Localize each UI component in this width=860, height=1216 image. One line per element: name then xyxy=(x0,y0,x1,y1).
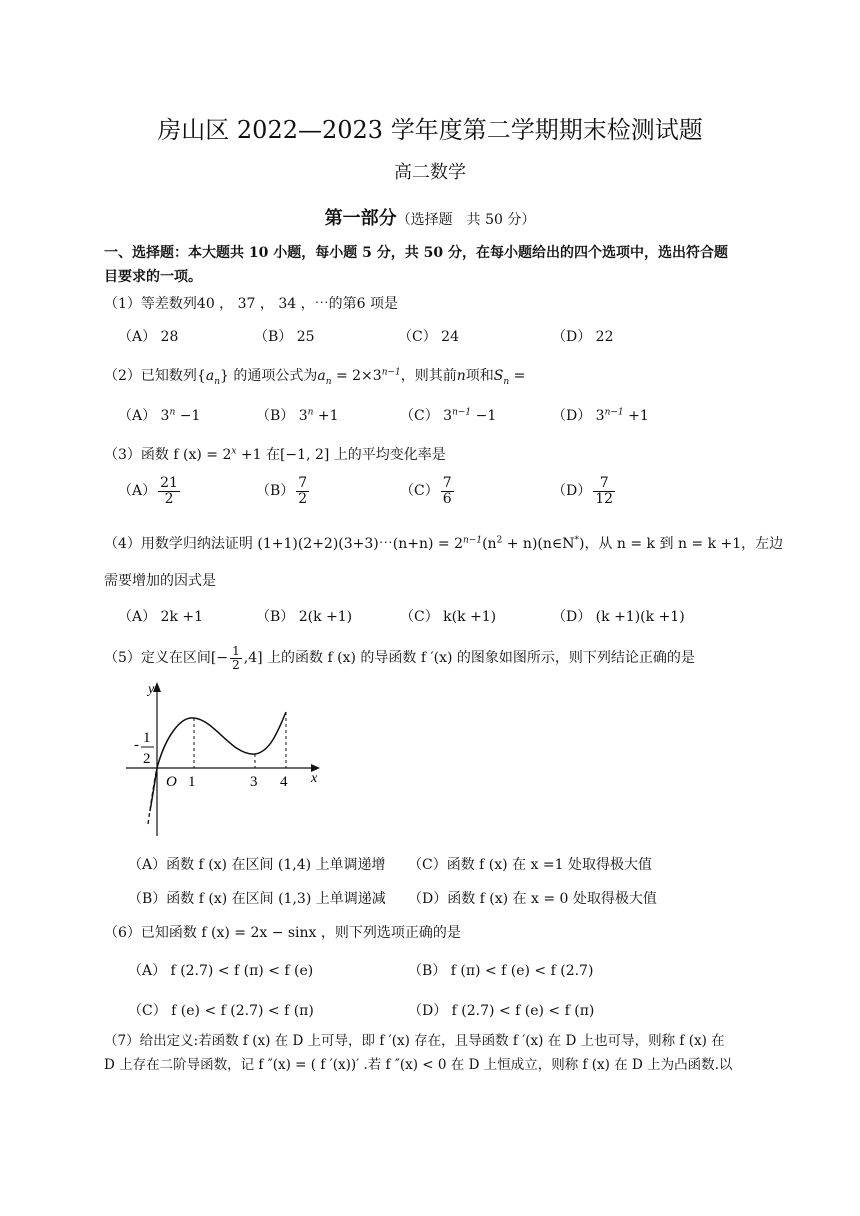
q6-option-d: （D） f (2.7) < f (e) < f (π) xyxy=(408,1003,595,1019)
x-axis-label: x xyxy=(311,771,318,786)
q2-option-d: （D） $3^{n-1} +1$ xyxy=(552,407,649,424)
neg-half-numerator: 1 xyxy=(143,730,151,746)
q5-option-a: （A）函数 f (x) 在区间 (1,4) 上单调递增 xyxy=(128,857,386,873)
q3-option-d: （D） $\frac{7}{12}$ xyxy=(552,475,614,507)
q4-stem: （4）用数学归纳法证明 (1+1)(2+2)(3+3)⋯(n+n) = $2^{n-1}(n^2$ + n)(n∈N*)，从 n = k 到 n = k +1，左边 xyxy=(104,535,784,552)
exam-title: 房山区 2022—2023 学年度第二学期期末检测试题 xyxy=(157,116,703,144)
q4-option-c: （C） k(k +1) xyxy=(400,609,497,625)
q6-option-c: （C） f (e) < f (2.7) < f (π) xyxy=(128,1003,314,1019)
tick-1-label: 1 xyxy=(188,774,196,790)
q6-option-a: （A） f (2.7) < f (π) < f (e) xyxy=(128,963,314,979)
subject-title: 高二数学 xyxy=(394,162,466,183)
q5-stem: （5）定义在区间[− $\frac{1}{2}$ ,4] 上的函数 f (x) 的导函数 f ′(x) 的图象如图所示，则下列结论正确的是 xyxy=(104,644,695,672)
q1-stem: （1）等差数列40 ， 37 ， 34 ，⋯的第6 项是 xyxy=(104,296,398,312)
q4-option-d: （D） (k +1)(k +1) xyxy=(552,609,685,625)
q3-option-a: （A） $\frac{21}{2}$ xyxy=(118,475,178,507)
q4-stem-line2: 需要增加的因式是 xyxy=(104,573,216,589)
q2-option-b: （B） $3^n +1$ xyxy=(256,407,339,424)
neg-half-sign: - xyxy=(134,737,139,753)
q5-derivative-graph xyxy=(120,676,340,841)
q7-line1: （7）给出定义:若函数 f (x) 在 D 上可导，即 f ′(x) 存在，且导函数 f ′(x) 在 D 上也可导，则称 f (x) 在 xyxy=(104,1033,725,1049)
part-title: 第一部分 xyxy=(324,208,397,229)
q7-line2: D 上存在二阶导函数，记 f ″(x) = ( f ′(x))′ .若 f ″(x) < 0 在 D 上恒成立，则称 f (x) 在 D 上为凸函数.以 xyxy=(104,1057,733,1073)
q2-option-c: （C） $3^{n-1} -1$ xyxy=(400,407,497,424)
q1-option-c: （C） 24 xyxy=(398,329,459,345)
section-instruction-line2: 目要求的一项。 xyxy=(104,269,202,285)
q5-option-b: （B）函数 f (x) 在区间 (1,3) 上单调递减 xyxy=(128,891,386,907)
q3-stem: （3）函数 f $(x) = 2^x +1$ 在[−1, 2] 上的平均变化率是 xyxy=(104,446,446,463)
q2-stem: （2）已知数列$\{a_n\}$ 的通项公式为$a_n = 2\times 3^{n-1}$，则其前n项和$S_n$ = xyxy=(104,367,526,387)
q1-option-b: （B） 25 xyxy=(254,329,315,345)
q5-option-c: （C）函数 f (x) 在 x =1 处取得极大值 xyxy=(408,857,652,873)
q1-option-a: （A） 28 xyxy=(118,329,179,345)
part-note: （选择题 共 50 分） xyxy=(396,212,536,228)
tick-4-label: 4 xyxy=(280,774,288,790)
q6-stem: （6）已知函数 f (x) = 2x − sinx ，则下列选项正确的是 xyxy=(104,925,461,941)
q1-option-d: （D） 22 xyxy=(552,329,614,345)
part-heading xyxy=(0,204,860,230)
q4-option-b: （B） 2(k +1) xyxy=(256,609,353,625)
section-instruction-line1: 一、选择题：本大题共 10 小题，每小题 5 分，共 50 分，在每小题给出的四个选项中，选出符合题 xyxy=(104,245,728,261)
q2-option-a: （A） $3^n -1$ xyxy=(118,407,201,424)
tick-3-label: 3 xyxy=(250,774,258,790)
q3-option-b: （B） $\frac{7}{2}$ xyxy=(256,475,308,507)
q5-option-d: （D）函数 f (x) 在 x = 0 处取得极大值 xyxy=(408,891,657,907)
q4-option-a: （A） 2k +1 xyxy=(118,609,204,625)
neg-half-denominator: 2 xyxy=(143,751,151,767)
origin-label: O xyxy=(166,774,177,790)
q3-option-c: （C） $\frac{7}{6}$ xyxy=(400,475,452,507)
y-axis-label: y xyxy=(148,682,155,697)
derivative-curve xyxy=(150,712,286,811)
q6-option-b: （B） f (π) < f (e) < f (2.7) xyxy=(408,963,594,979)
